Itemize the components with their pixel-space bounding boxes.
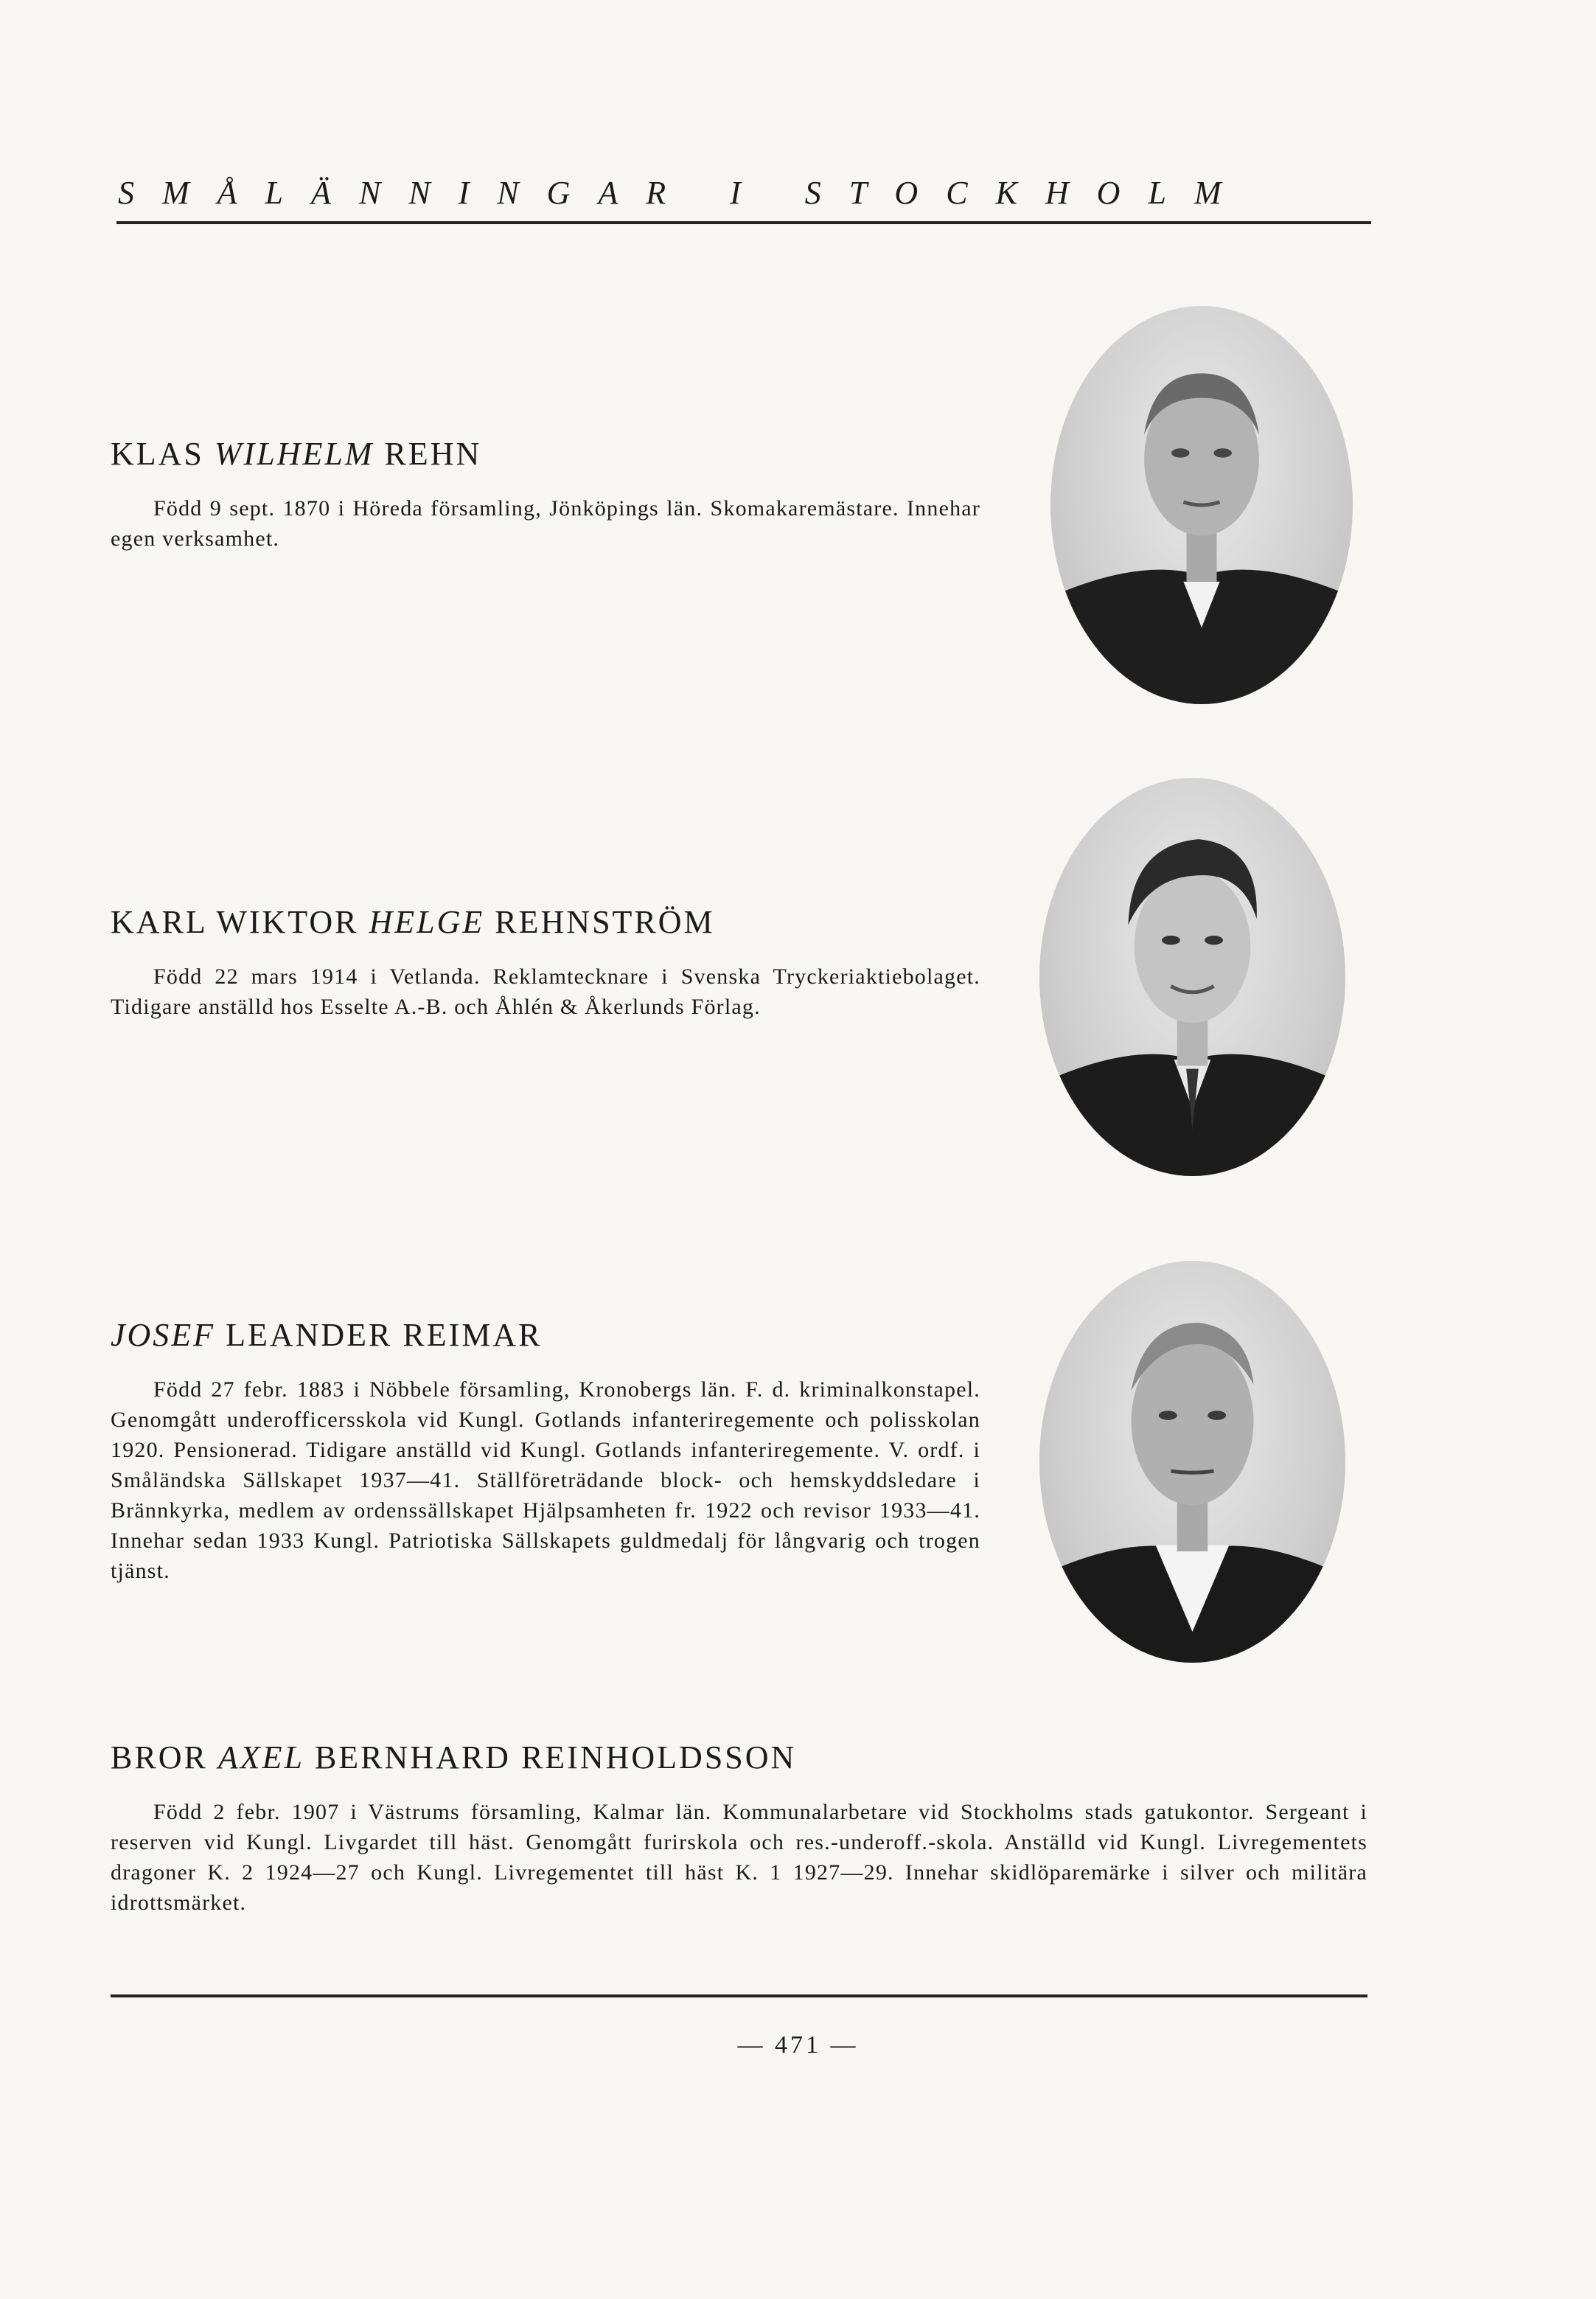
- footer-rule: [111, 1994, 1367, 1997]
- biography-entry: [111, 1739, 1367, 1918]
- page-number: — 471 —: [737, 2031, 859, 2059]
- biography-text: Född 27 febr. 1883 i Nöbbele församling, Kronobergs län. F. d. kriminalkonstapel. Genomgått underofficersskola vid Kungl. Gotlands infanteriregemente och polisskolan 1920. Pensionerad. Tidigare anställd vid Kungl. Gotlands infanteriregemente. V. ordf. i Småländska Sällskapet 1937—41. Ställföreträdande block- och hemskyddsledare i Brännkyrka, medlem av ordenssällskapet Hjälpsamheten fr. 1922 och revisor 1933—41. Innehar sedan 1933 Kungl. Patriotiska Sällskapets guldmedalj för långvarig och trogen tjänst.: [111, 1377, 980, 1583]
- name-given: HELGE: [369, 904, 485, 940]
- name-prefix: KARL WIKTOR: [111, 904, 369, 940]
- biography-entry: [111, 903, 980, 1022]
- person-name: [111, 903, 980, 941]
- name-prefix: KLAS: [111, 436, 215, 472]
- name-prefix: BROR: [111, 1739, 218, 1775]
- name-given: AXEL: [217, 1739, 304, 1775]
- name-suffix: REHNSTRÖM: [484, 904, 715, 940]
- person-name: [111, 1316, 980, 1354]
- name-given: WILHELM: [214, 436, 374, 472]
- biography-entry: [111, 1316, 980, 1586]
- portrait-photo: [1039, 1261, 1345, 1663]
- portrait-photo: [1050, 306, 1353, 704]
- running-head: SMÅLÄNNINGAR I STOCKHOLM: [118, 175, 1250, 211]
- biography-text: Född 22 mars 1914 i Vetlanda. Reklamtecknare i Svenska Tryckeriaktiebolaget. Tidigare anställd hos Esselte A.-B. och Åhlén & Åkerlunds Förlag.: [111, 964, 980, 1019]
- name-suffix: REHN: [374, 436, 482, 472]
- biography-entry: [111, 435, 980, 554]
- name-suffix: LEANDER REIMAR: [215, 1317, 543, 1353]
- portrait-photo: [1039, 778, 1345, 1176]
- name-suffix: BERNHARD REINHOLDSSON: [304, 1739, 797, 1775]
- biography-text: Född 9 sept. 1870 i Höreda församling, Jönköpings län. Skomakaremästare. Innehar egen verksamhet.: [111, 496, 980, 551]
- person-name: [111, 1739, 1367, 1776]
- biography-text: Född 2 febr. 1907 i Västrums församling, Kalmar län. Kommunalarbetare vid Stockholms stads gatukontor. Sergeant i reserven vid Kungl. Livgardet till häst. Genomgått furirskola och res.-underoff.-skola. Anställd vid Kungl. Livregementets dragoner K. 2 1924—27 och Kungl. Livregementet till häst K. 1 1927—29. Innehar skidlöparemärke i silver och militära idrottsmärket.: [111, 1800, 1367, 1915]
- name-given: JOSEF: [111, 1317, 216, 1353]
- header-rule: [116, 221, 1371, 224]
- person-name: [111, 435, 980, 473]
